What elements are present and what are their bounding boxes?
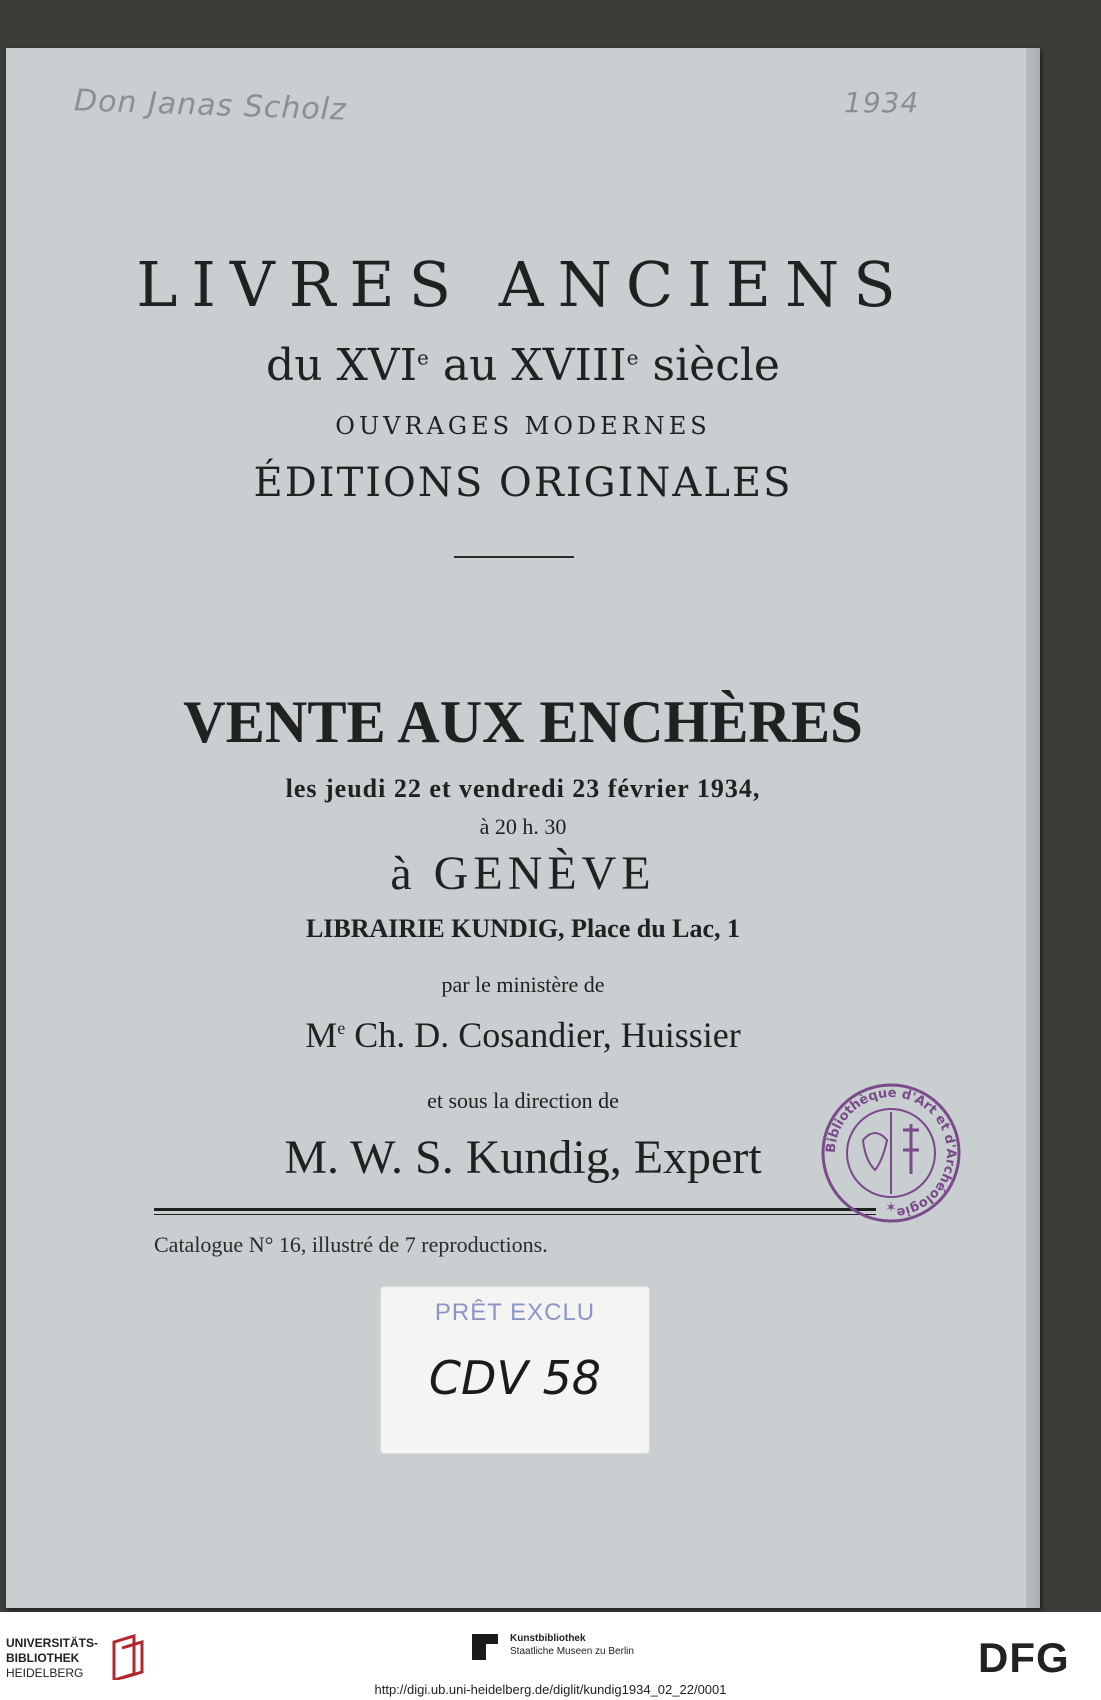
sale-city: à GENÈVE	[390, 847, 656, 900]
loan-stamp: PRÊT EXCLU	[434, 1299, 596, 1326]
library-stamp-icon	[818, 1080, 964, 1226]
subtitle-first-editions: ÉDITIONS ORIGINALES	[253, 460, 793, 506]
shelf-mark: CDV 58	[428, 1351, 602, 1405]
subtitle-centuries: du XVIe au XVIIIe siècle	[266, 340, 780, 391]
sale-time: à 20 h. 30	[479, 814, 567, 839]
subtitle-modern-works: OUVRAGES MODERNES	[335, 412, 711, 440]
sale-dates: les jeudi 22 et vendredi 23 février 1934,	[285, 774, 761, 803]
university-logo-icon	[112, 1634, 144, 1680]
handwritten-note-name: Don Janas Scholz	[73, 83, 348, 128]
sale-heading: VENTE AUX ENCHÈRES	[183, 689, 863, 755]
sale-venue: LIBRAIRIE KUNDIG, Place du Lac, 1	[305, 914, 741, 943]
dfg-logo: DFG	[978, 1634, 1070, 1681]
svg-text:✶: ✶	[885, 1200, 897, 1216]
main-title: LIVRES ANCIENS	[136, 248, 910, 321]
footer-bar	[0, 1612, 1101, 1700]
kunstbibliothek-logo-icon	[468, 1630, 502, 1664]
shelf-label	[380, 1286, 650, 1454]
divider-short	[454, 556, 574, 558]
catalogue-cover	[6, 48, 1040, 1608]
handwritten-note-year: 1934	[844, 86, 920, 119]
permalink-url[interactable]: http://digi.ub.uni-heidelberg.de/diglit/kundig1934_02_22/0001	[374, 1682, 727, 1697]
expert-name: M. W. S. Kundig, Expert	[284, 1131, 762, 1184]
ministry-text: par le ministère de	[441, 972, 605, 997]
divider-thick	[154, 1208, 876, 1211]
direction-text: et sous la direction de	[427, 1088, 619, 1113]
divider-thin	[154, 1214, 876, 1215]
svg-text:Bibliothèque d'Art et d'Archéo: Bibliothèque d'Art et d'Archéologie	[823, 1085, 959, 1220]
kunstbibliothek-name: Kunstbibliothek Staatliche Museen zu Berlin	[510, 1633, 634, 1657]
catalogue-number: Catalogue N° 16, illustré de 7 reproductions.	[154, 1232, 548, 1257]
university-library-name: UNIVERSITÄTS- BIBLIOTHEK HEIDELBERG	[6, 1636, 99, 1680]
bailiff-name: Me Ch. D. Cosandier, Huissier	[305, 1015, 741, 1055]
